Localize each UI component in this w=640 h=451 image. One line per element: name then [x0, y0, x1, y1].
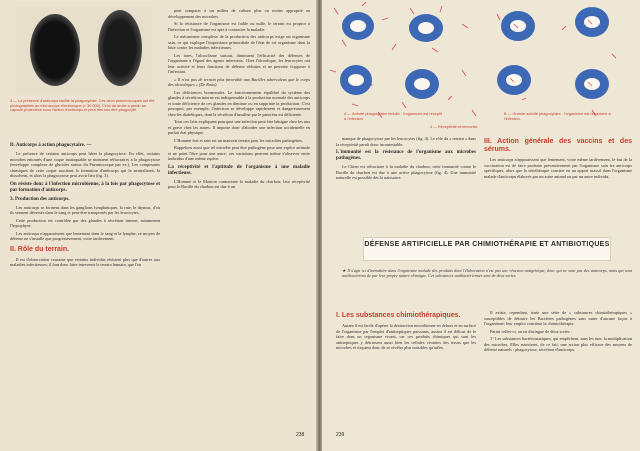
col2-a-right: Les anticorps n'apparaissent que lentement, voire même tardivement, le but de la vaccination est de faire produire préventivement par l'organisme sain les anticorps spécifiques, alors que la sérothérapie consiste en un apport massif dans l'organisme malade d'anticorps élaborés par un autre animal ou par un autre individu.	[484, 157, 632, 179]
col2-c-right: Parmi celles-ci, on en distingue de deux sortes :	[490, 328, 572, 334]
caption-a: A — Activité phagocytaire réduite : l'organisme est réceptif à l'infection.	[344, 112, 442, 121]
col2-h: Rappelons aussi que tel microbe peut être pathogène pour une espèce animale et ne point l'être pour une autre; ces variations peuvent même s'observer entre individus d'une même espèce.	[168, 145, 310, 161]
chapter-box-title: DÉFENSE ARTIFICIELLE PAR CHIMIOTHÉRAPIE ET ANTIBIOTIQUES	[364, 238, 610, 260]
chapter-intro: ★ Il s'agit ici d'introduire dans l'organisme malade des produits dont l'élaboration n'est pas une réaction antigénique, donc qui ne sont pas des anticorps, mais qui sont antibactériens de par leur propre nature chimique. Ces substances antibactériennes sont de deux sortes.	[342, 268, 632, 279]
col2-heading: La réceptivité et l'aptitude de l'organisme à une maladie infectieuse.	[168, 164, 310, 176]
page-number-right: 239	[336, 432, 345, 438]
figure-3-caption: 3 — La présence d'anticorps facilite la phagocytose. Ces deux pneumocoques ont été photographiés au microscope électronique (× 30 000). Celui de droite a perdu sa capsule protectrice sous l'action d'anticorps et peut dès lors être phagocyté.	[10, 99, 155, 113]
heading-d: D. Anticorps à action phagocytaire. —	[10, 143, 92, 148]
col1-c: Autant il est facile d'opérer la destruction microbienne en dehors et en surface de l'organisme par l'emploi d'antiseptiques puissants, autant il est délicat de le faire dans un organisme vivant, car ces produits chimiques qui sont les antiseptiques y détruisent aussi bien les cellules vivantes des tissus que les microbes et risquent donc de se révéler plus nuisibles qu'utiles.	[336, 323, 476, 350]
page-number-left: 238	[296, 432, 305, 438]
col2-c: Le mécanisme complexe de la production des anticorps exige un organisme sain, ce qui explique l'importance primordiale de l'état de cet organisme dans la lutte contre les maladies infectieuses.	[168, 34, 310, 50]
leukocyte-nuclei	[348, 16, 600, 90]
col2-quote: « Il n'est pas de terrain plus favorable aux Bacilles tuberculeux que le corps des alcooliques » (Dr Roux).	[168, 76, 310, 87]
paragraph-3c: Les anticorps n'apparaissent que lentement dans le sang et la lymphe; ce moyen de défense ne s'installe que progressivement, voire tardivement.	[10, 230, 160, 241]
heading-3: 3. Production des anticorps.	[10, 196, 70, 202]
left-column-2	[168, 8, 310, 426]
pneumococcus-left	[30, 14, 80, 86]
col2-b-right: Il existe, cependant, toute une série de « substances chimiothérapiques » susceptibles de détruire les Bactéries pathogènes sans nuire d'aucune façon à l'organisme; leur emploi constitue la chimiothérapie.	[484, 310, 632, 326]
section-i-title: I. Les substances chimiothérapiques.	[336, 312, 461, 319]
col1-heading: L'immunité est la résistance de l'organisme aux microbes pathogènes.	[336, 150, 476, 161]
col1-b: Le Chien est réfractaire à la maladie du charbon; cette immunité contre le Bacille du charbon est due à une active phagocytose (fig. 4). Une immunité naturelle est possible dès la naissance.	[336, 164, 476, 180]
col2-a: peut comparer à un milieu de culture plus ou moins approprié au développement des microbes.	[168, 8, 310, 19]
col1-a: manque de phagocytose par les leucocytes (fig. 4). Le rôle du « terrain » dans la réceptivité paraît donc incontestable.	[336, 136, 476, 147]
col2-b: Si la résistance de l'organisme est faible ou nulle, le terrain est propice à l'infection et l'organisme est apte à contracter la maladie.	[168, 21, 310, 32]
paragraph-d: Le présence de certains anticorps peut hâter la phagocytose. En effet, certains microbes entourés d'une coque inattaquable se montrent réfractaires à la phagocytose (enveloppe complexe de glucides autour du Pneumocoque par ex.). Les composants chimiques de cette coque suscitent la formation d'anticorps qui la neutralisent, la dissolvent, et alors la phagocytose peut avoir lieu (fig. 3).	[10, 151, 160, 178]
col2-f: Tous ces faits expliquent pourquoi une infection peut être bénigne chez les uns et grave chez les autres. Il importe donc d'aborder une infection accidentelle en parfait état physique.	[168, 119, 310, 135]
col2-d-right: 1° Les substances bactériostatiques, qui empêchent, sans les tuer, la multiplication des microbes. Elles autorisent, de ce fait, une action plus efficace des moyens de défense naturels : phagocytose, sécrétion d'anticorps.	[484, 336, 632, 352]
right-column-1-bottom	[336, 308, 476, 438]
caption-b: B — Grande activité phagocytaire : l'organisme est réfractaire à l'infection.	[504, 112, 611, 121]
section-ii-title: II. Rôle du terrain.	[10, 245, 70, 253]
paragraph-ii: Il est d'observation courante que certains individus résistent plus que d'autres aux maladies infectieuses; il faut donc faire intervenir le terrain humain, que l'on	[10, 256, 160, 267]
right-page	[322, 0, 640, 451]
col2-e: Les déficiences hormonales. Le fonctionnement équilibré du système des glandes à sécrétion interne est indispensable à la production normale des anticorps et toute déficience de ces glandes en diminue ou en supprime la production. C'est pourquoi, par exemple, l'infection se développe rapidement et dangereusement chez les diabétiques, dont la sécrétion d'insuline par le pancréas est déficiente.	[168, 89, 310, 117]
left-page	[0, 0, 318, 451]
col2-d: Les tares, l'alcoolisme surtout, diminuent l'efficacité des défenses de l'organisme à l'égard des agents infectieux. Chez l'alcoolique, les leucocytes ont leur activité et leurs fonctions de défense réduites et ne peuvent s'opposer à l'infection.	[168, 52, 310, 74]
heading-protection: On résiste donc à l'infection microbienne, à la fois par phagocytose et par formation d'anticorps.	[10, 181, 160, 193]
left-column-1	[10, 140, 160, 445]
figure-4-caption: 4 — Réceptivité et immunité.	[430, 125, 479, 129]
pneumococcus-right	[98, 10, 142, 86]
col2-i: L'Homme et le Mouton contractent la maladie du charbon; leur réceptivité pour le Bacille du charbon est due à un	[168, 178, 310, 189]
bacilli-scatter	[330, 2, 616, 118]
section-iii-title: III. Action générale des vaccins et des sérums.	[484, 138, 632, 153]
right-column-1-top	[336, 136, 476, 234]
paragraph-3a: Les anticorps se forment dans les ganglions lymphatiques, la rate, le thymus, d'où ils seraient déversés dans le sang et peut-être transportés par les leucocytes.	[10, 204, 160, 215]
right-column-2-top	[484, 134, 632, 234]
micrograph-figure	[16, 6, 152, 94]
col2-g: L'Homme fort et sain est un mauvais terrain pour les microbes pathogènes.	[174, 137, 303, 143]
paragraph-3b: Cette production est contrôlée par des glandes à sécrétion interne, notamment l'hypophyse.	[10, 217, 160, 228]
right-column-2-bottom	[484, 310, 632, 440]
